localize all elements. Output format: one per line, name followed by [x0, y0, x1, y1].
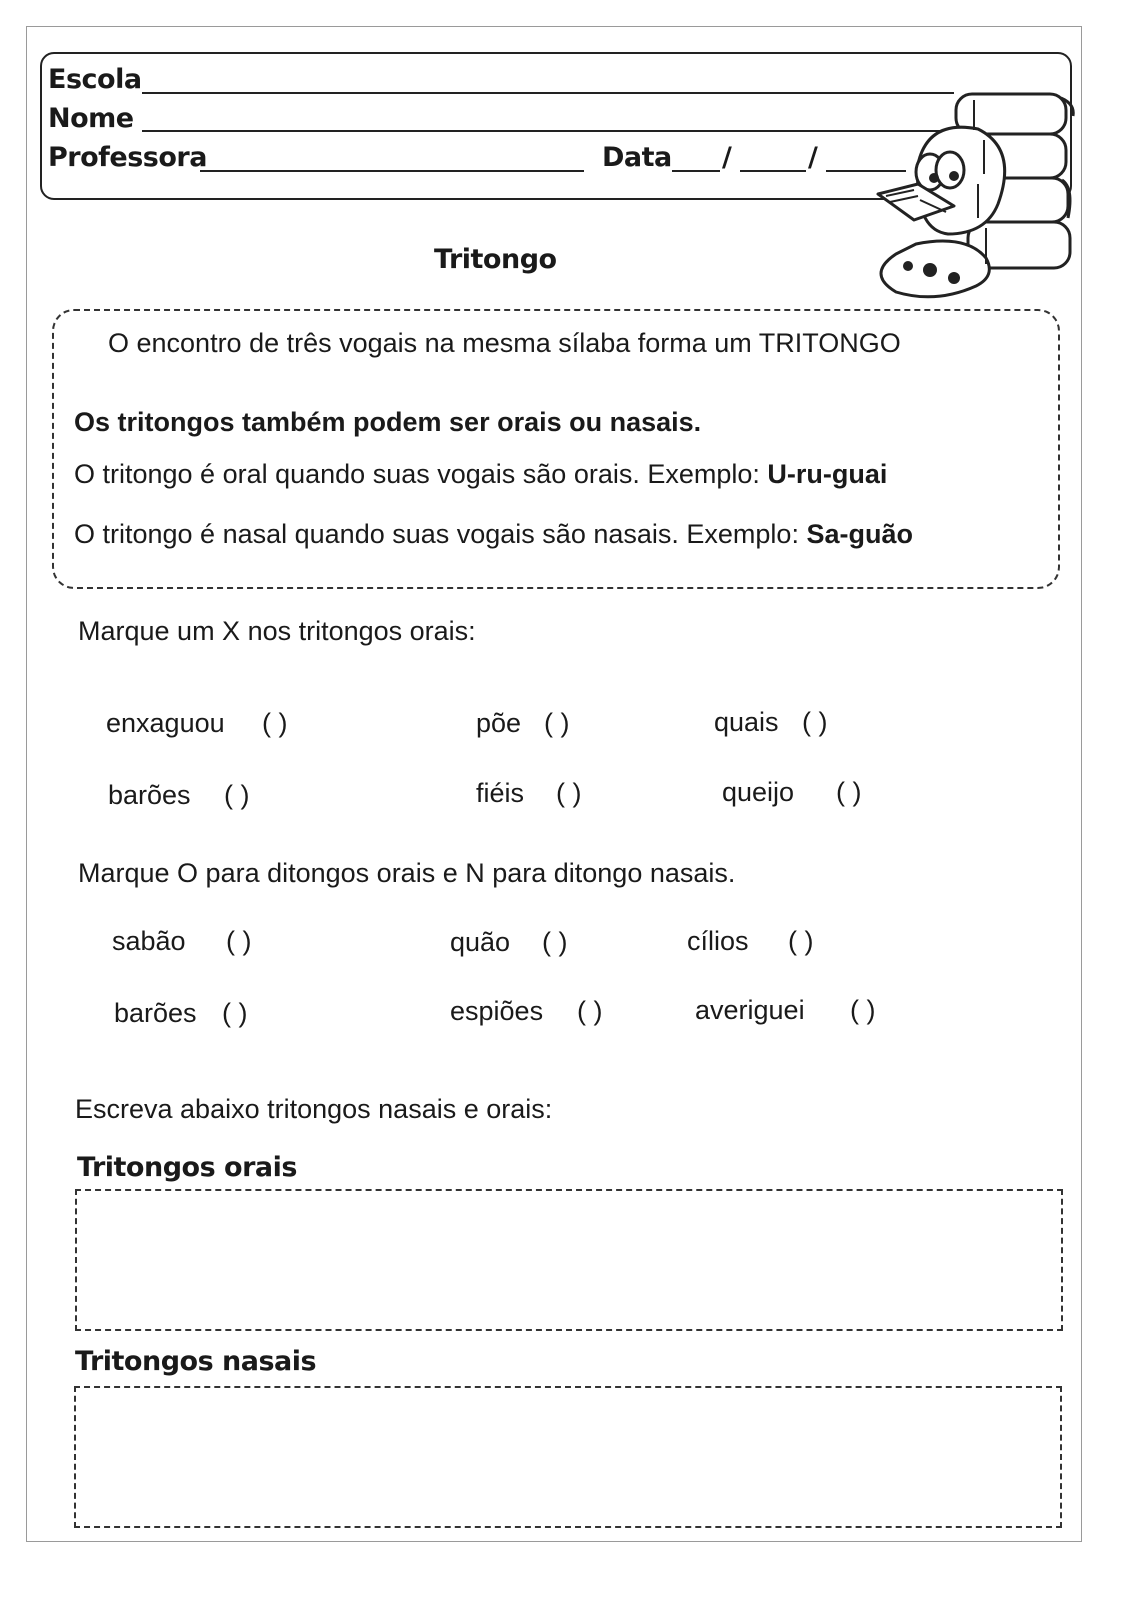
exercise1-word: enxaguou	[106, 708, 225, 738]
date-day-line	[672, 170, 720, 172]
exercise1-word: põe	[476, 708, 522, 738]
exercise2-word: sabão	[112, 926, 186, 956]
nasal-text: O tritongo é nasal quando suas vogais são nasais. Exemplo:	[74, 519, 807, 549]
nasal-explanation	[74, 519, 913, 549]
exercise1-word: fiéis	[476, 778, 525, 808]
school-label: Escola	[48, 64, 142, 95]
exercise2-word: quão	[450, 927, 511, 957]
date-slash-1: /	[722, 142, 732, 173]
exercise2-word: espiões	[450, 996, 544, 1026]
exercise1-answer-paren[interactable]: ( )	[224, 780, 250, 810]
exercise2-word: cílios	[687, 926, 749, 956]
page-title: Tritongo	[434, 244, 557, 275]
oral-explanation	[74, 459, 887, 489]
exercise2-answer-paren[interactable]: ( )	[222, 998, 248, 1028]
exercise3-instruction: Escreva abaixo tritongos nasais e orais:	[75, 1094, 553, 1124]
exercise1-answer-paren[interactable]: ( )	[556, 778, 582, 808]
date-slash-2: /	[808, 142, 818, 173]
exercise2-answer-paren[interactable]: ( )	[850, 995, 876, 1025]
exercise2-word: barões	[114, 998, 197, 1028]
exercise1-instruction: Marque um X nos tritongos orais:	[78, 616, 476, 646]
exercise1-answer-paren[interactable]: ( )	[544, 708, 570, 738]
date-label: Data	[602, 142, 672, 173]
exercise2-word: averiguei	[695, 995, 805, 1025]
nasal-section-label: Tritongos nasais	[75, 1346, 317, 1377]
info-subtitle: Os tritongos também podem ser orais ou nasais.	[74, 407, 702, 437]
nasal-answer-box[interactable]	[74, 1386, 1062, 1528]
nasal-example: Sa-guão	[806, 519, 913, 549]
name-line	[142, 130, 942, 132]
oral-example: U-ru-guai	[767, 459, 888, 489]
school-line	[142, 92, 954, 94]
exercise2-answer-paren[interactable]: ( )	[226, 926, 252, 956]
teacher-label: Professora	[48, 142, 207, 173]
exercise1-answer-paren[interactable]: ( )	[262, 708, 288, 738]
date-month-line	[740, 170, 806, 172]
oral-answer-box[interactable]	[75, 1189, 1063, 1331]
exercise2-answer-paren[interactable]: ( )	[542, 927, 568, 957]
exercise2-answer-paren[interactable]: ( )	[577, 996, 603, 1026]
name-label: Nome	[48, 103, 134, 134]
reading-worm-illustration	[856, 84, 1088, 304]
exercise1-word: quais	[714, 707, 779, 737]
oral-text: O tritongo é oral quando suas vogais são orais. Exemplo:	[74, 459, 768, 489]
definition-text: O encontro de três vogais na mesma sílaba forma um TRITONGO	[108, 328, 901, 358]
exercise2-answer-paren[interactable]: ( )	[788, 926, 814, 956]
exercise1-answer-paren[interactable]: ( )	[836, 777, 862, 807]
exercise1-answer-paren[interactable]: ( )	[802, 707, 828, 737]
oral-section-label: Tritongos orais	[77, 1152, 297, 1183]
teacher-line	[200, 170, 584, 172]
exercise1-word: queijo	[722, 777, 795, 807]
exercise2-instruction: Marque O para ditongos orais e N para ditongo nasais.	[78, 858, 736, 888]
exercise1-word: barões	[108, 780, 191, 810]
